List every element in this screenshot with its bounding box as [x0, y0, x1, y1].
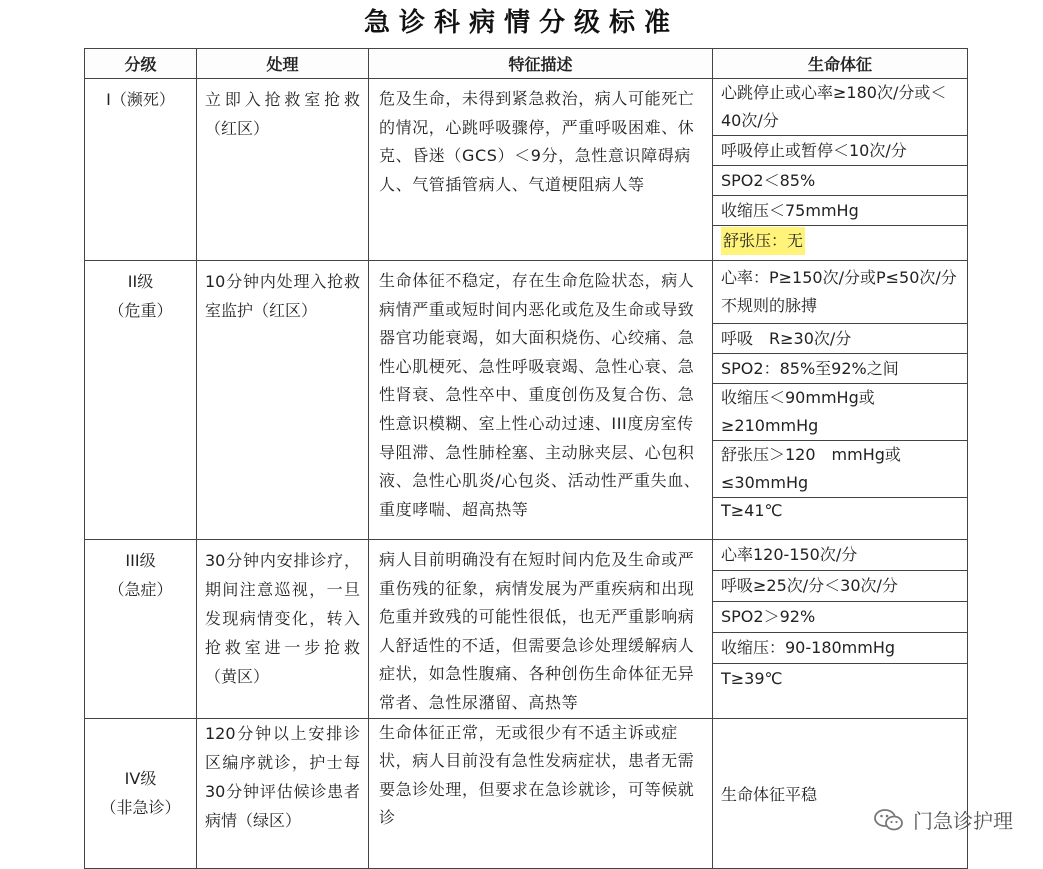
- grade-label: I（濒死）: [106, 90, 175, 109]
- triage-table: [84, 48, 968, 869]
- grade-label: II级: [127, 272, 154, 291]
- vital-item: 心跳停止或心率≥180次/分或＜40次/分: [713, 79, 967, 136]
- table-row: [85, 261, 968, 540]
- handling-text: 立即入抢救室抢救（红区）: [205, 90, 360, 138]
- grade-sublabel: （危重）: [108, 301, 173, 320]
- header-handling: 处理: [197, 49, 369, 79]
- header-description: 特征描述: [369, 49, 713, 79]
- vital-item: 呼吸≥25次/分＜30次/分: [713, 571, 967, 602]
- vitals-cell: [713, 718, 968, 868]
- table-row: [85, 540, 968, 719]
- grade-sublabel: （急症）: [108, 580, 173, 599]
- vital-item: 收缩压＜90mmHg或≥210mmHg: [713, 384, 967, 441]
- vital-item: 舒张压＞120 mmHg或≤30mmHg: [713, 441, 967, 498]
- header-grade: 分级: [85, 49, 197, 79]
- vital-item: 生命体征平稳: [721, 784, 818, 804]
- handling-text: 10分钟内处理入抢救室监护（红区）: [205, 272, 360, 320]
- header-row: [85, 49, 968, 79]
- vital-item: 心率120-150次/分: [713, 540, 967, 571]
- description-cell: [369, 79, 713, 261]
- watermark-text: 门急诊护理: [913, 809, 1013, 833]
- vitals-cell: [713, 540, 968, 719]
- description-cell: [369, 540, 713, 719]
- vital-item: 心率：P≥150次/分或P≤50次/分 不规则的脉搏: [713, 261, 967, 324]
- page-title: 急诊科病情分级标准: [363, 8, 679, 38]
- grade-cell: [85, 261, 197, 540]
- vital-item: SPO2：85%至92%之间: [713, 354, 967, 384]
- vital-item: 呼吸 R≥30次/分: [713, 324, 967, 354]
- grade-sublabel: （非急诊）: [100, 798, 181, 818]
- watermark: [873, 805, 1013, 834]
- handling-cell: [197, 261, 369, 540]
- vital-item: [713, 226, 967, 255]
- handling-cell: [197, 540, 369, 719]
- wechat-icon: [873, 807, 905, 833]
- vital-item: T≥41℃: [721, 501, 783, 520]
- handling-text: 30分钟内安排诊疗，期间注意巡视，一旦发现病情变化，转入抢救室进一步抢救（黄区）: [205, 551, 360, 686]
- header-vitals: 生命体征: [713, 49, 968, 79]
- grade-label: III级: [125, 551, 156, 570]
- highlighted-vital: 舒张压：无: [721, 227, 805, 255]
- vital-item: T≥39℃: [721, 669, 783, 688]
- vital-item: 收缩压：90-180mmHg: [713, 633, 967, 664]
- handling-text: 120分钟以上安排诊区编序就诊，护士每30分钟评估候诊患者病情（绿区）: [205, 723, 360, 830]
- handling-cell: [197, 79, 369, 261]
- grade-cell: [85, 540, 197, 719]
- table-row: [85, 718, 968, 868]
- description-text: 生命体征不稳定，存在生命危险状态，病人病情严重或短时间内恶化或危及生命或导致器官功能衰竭，如大面积烧伤、心绞痛、急性心肌梗死、急性呼吸衰竭、急性心衰、急性肾衰、急性卒中、重度创伤及复合伤、急性意识模糊、室上性心动过速、III度房室传导阻滞、急性肺栓塞、主动脉夹层、心包积液、急性心肌炎/心包炎、活动性严重失血、重度哮喘、超高热等: [379, 271, 701, 519]
- grade-cell: [85, 79, 197, 261]
- table-row: [85, 79, 968, 261]
- vitals-cell: [713, 79, 968, 261]
- handling-cell: [197, 718, 369, 868]
- grade-label: IV级: [124, 769, 157, 789]
- description-cell: [369, 261, 713, 540]
- grade-cell: [85, 718, 197, 868]
- vitals-cell: [713, 261, 968, 540]
- vital-item: SPO2＜85%: [713, 166, 967, 196]
- vital-item: SPO2＞92%: [713, 602, 967, 633]
- vital-item: 收缩压＜75mmHg: [713, 196, 967, 226]
- vital-item: 呼吸停止或暂停＜10次/分: [713, 136, 967, 166]
- description-text: 病人目前明确没有在短时间内危及生命或严重伤残的征象，病情发展为严重疾病和出现危重并致残的可能性很低，也无严重影响病人舒适性的不适，但需要急诊处理缓解病人症状，如急性腹痛、各种创伤生命体征无异常者、急性尿潴留、高热等: [379, 550, 695, 712]
- description-text: 生命体征正常，无或很少有不适主诉或症状，病人目前没有急性发病症状，患者无需要急诊处理，但要求在急诊就诊，可等候就诊: [379, 722, 695, 828]
- description-cell: [369, 718, 713, 868]
- description-text: 危及生命，未得到紧急救治，病人可能死亡的情况，心跳呼吸骤停，严重呼吸困难、休克、昏迷（GCS）＜9分，急性意识障碍病人、气管插管病人、气道梗阻病人等: [379, 89, 695, 194]
